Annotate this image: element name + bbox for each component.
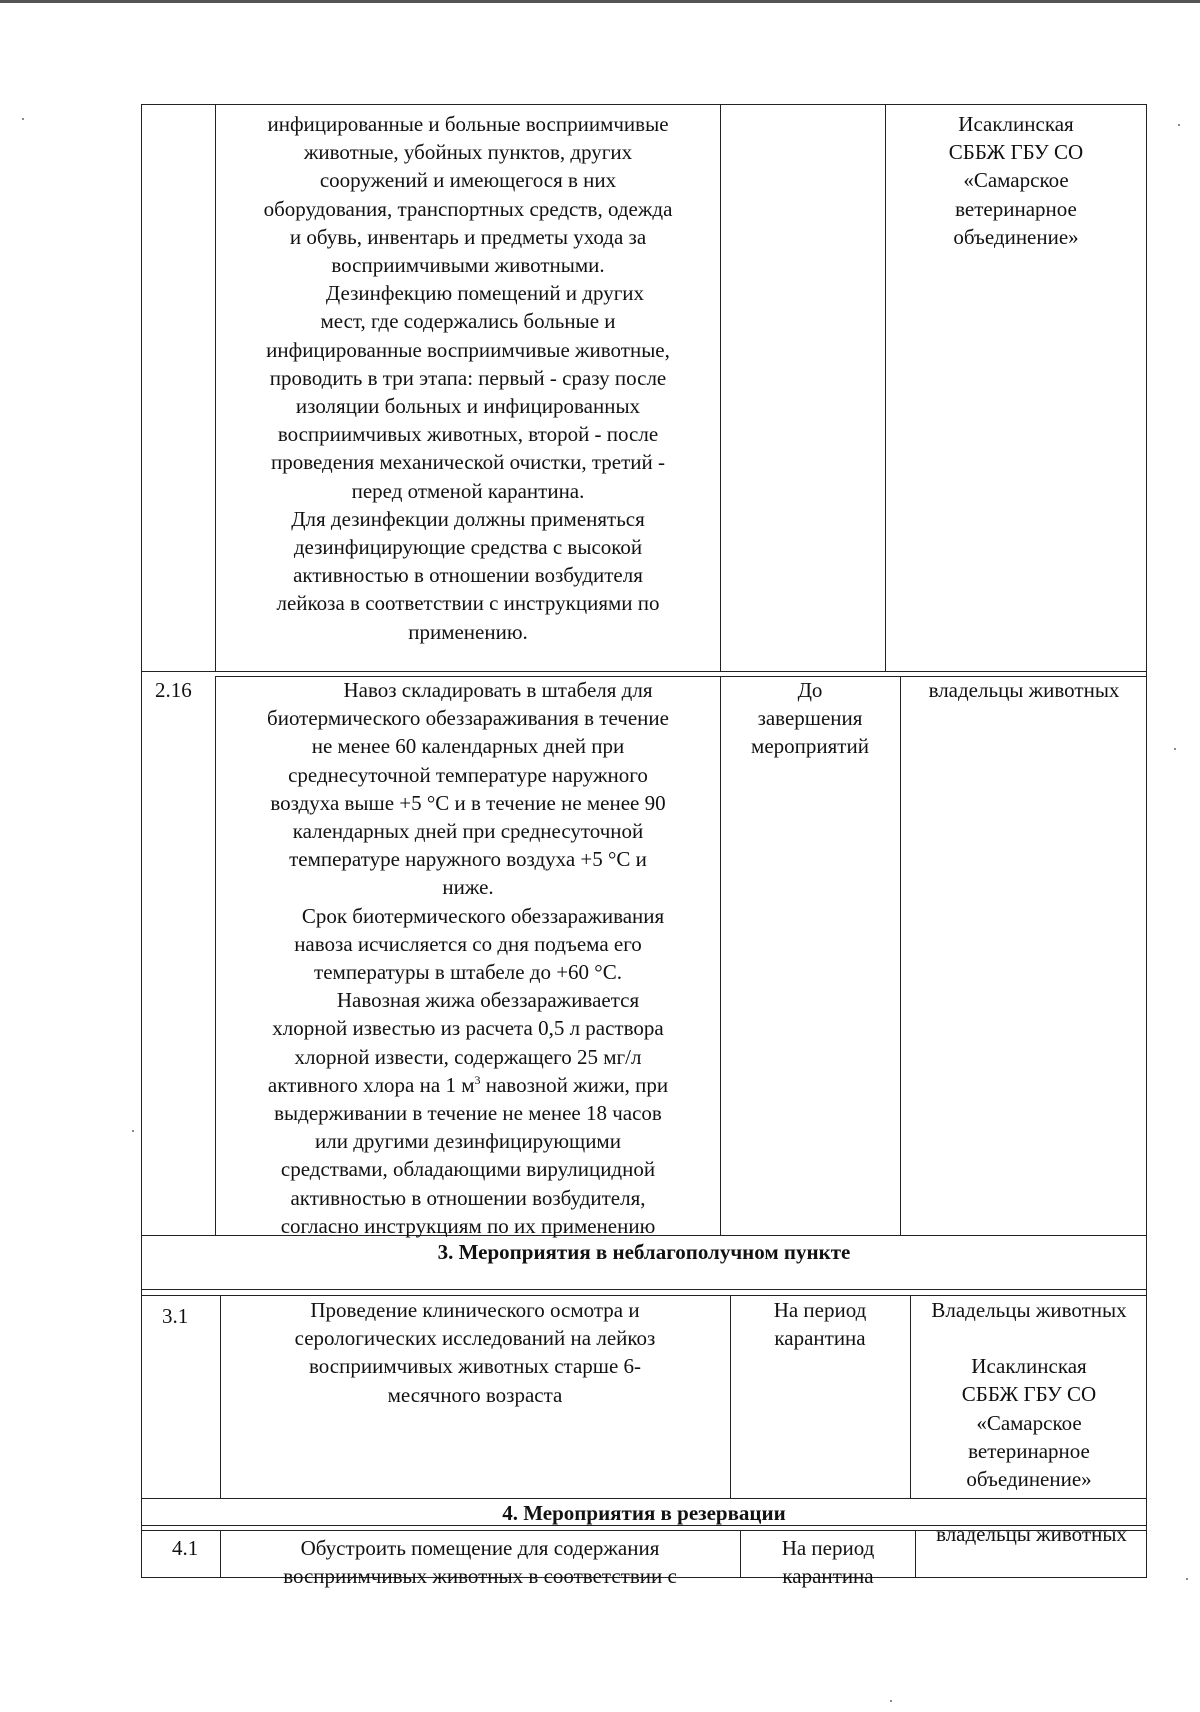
scan-speck	[1178, 124, 1180, 126]
line: не менее 60 календарных дней при	[311, 734, 625, 759]
measure-text-3-1	[222, 1296, 728, 1409]
line: завершения	[757, 706, 863, 731]
scan-speck	[1186, 1578, 1188, 1580]
line: активностью в отношении возбудителя	[293, 563, 643, 588]
line: серологических исследований на лейкоз	[294, 1326, 656, 1351]
line: Навозная жижа обеззараживается	[336, 988, 640, 1013]
line: перед отменой карантина.	[351, 478, 585, 503]
line: календарных дней при среднесуточной	[292, 819, 644, 844]
line: выдерживании в течение не менее 18 часов	[274, 1101, 662, 1126]
term-2-16	[722, 676, 898, 761]
row-number-2-16: 2.16	[155, 678, 192, 702]
line-part: навозной жижи, при	[480, 1072, 669, 1097]
section-3-heading: 3. Мероприятия в неблагополучном пункте	[437, 1240, 851, 1264]
scan-speck	[890, 1700, 892, 1702]
line: «Самарское	[976, 1410, 1082, 1435]
line: объединение»	[953, 224, 1079, 249]
line: температуры в штабеле до +60 °С.	[314, 960, 622, 985]
line: мест, где содержались больные и	[320, 309, 616, 334]
line: ветеринарное	[968, 1438, 1090, 1463]
line-with-superscript	[218, 1071, 718, 1099]
line: биотермического обеззараживания в течение	[267, 706, 669, 731]
term-3-1	[732, 1296, 908, 1352]
line: Исаклинская	[958, 112, 1074, 136]
line: или другими дезинфицирующими	[315, 1129, 621, 1154]
measure-text-2-16	[218, 676, 718, 1240]
line: лейкоза в соответствии с инструкциями по	[276, 591, 660, 616]
superscript: 3	[474, 1072, 481, 1087]
line: изоляции больных и инфицированных	[295, 394, 641, 419]
line: среднесуточной температуре наружного	[288, 762, 648, 787]
section-4-heading: 4. Мероприятия в резервации	[502, 1501, 786, 1525]
line: сооружений и имеющегося в них	[319, 168, 617, 193]
line: ниже.	[442, 875, 494, 900]
line: активностью в отношении возбудителя,	[290, 1185, 646, 1210]
line: мероприятий	[751, 734, 869, 759]
line: и обувь, инвентарь и предметы ухода за	[289, 224, 647, 249]
line: Владельцы животных	[931, 1298, 1127, 1322]
line: На период	[781, 1536, 875, 1560]
scan-speck	[132, 1130, 134, 1132]
line: проведения механической очистки, третий -	[270, 450, 666, 475]
line: навоза исчисляется со дня подъема его	[294, 931, 642, 956]
line: температуре наружного воздуха +5 °С и	[289, 847, 647, 872]
line: Срок биотермического обеззараживания	[301, 903, 665, 928]
line: животные, убойных пунктов, других	[303, 140, 633, 165]
line: На период	[773, 1298, 867, 1322]
line: Исаклинская	[971, 1354, 1087, 1379]
responsible-3-1	[912, 1296, 1146, 1493]
measure-text-cont	[218, 110, 718, 646]
line: «Самарское	[963, 168, 1069, 193]
line: Обустроить помещение для содержания	[300, 1536, 660, 1560]
scan-speck	[22, 118, 24, 120]
line: инфицированные и больные восприимчивые	[267, 112, 669, 136]
line: СББЖ ГБУ СО	[961, 1382, 1097, 1407]
line: проводить в три этапа: первый - сразу после	[269, 365, 667, 390]
line: Навоз складировать в штабеля для	[343, 678, 653, 702]
line-part: активного хлора на 1 м	[267, 1072, 475, 1097]
line: применению.	[408, 619, 528, 644]
term-4-1	[742, 1534, 914, 1590]
line: восприимчивых животных старше 6-	[308, 1354, 642, 1379]
row-number-3-1: 3.1	[162, 1304, 189, 1328]
line: месячного возраста	[387, 1382, 563, 1407]
line: До	[797, 678, 823, 702]
scan-edge	[0, 0, 1200, 3]
line: восприимчивыми животными.	[331, 253, 605, 278]
line: дезинфицирующие средства с высокой	[293, 535, 643, 560]
line: восприимчивых животных, второй - после	[277, 422, 659, 447]
responsible-cont	[888, 110, 1144, 251]
scan-speck	[1174, 748, 1176, 750]
responsible-4-1: владельцы животных	[936, 1522, 1127, 1546]
line: Для дезинфекции должны применяться	[291, 506, 645, 531]
line: средствами, обладающими вирулицидной	[280, 1157, 656, 1182]
row-number-4-1: 4.1	[172, 1536, 199, 1560]
line: СББЖ ГБУ СО	[948, 140, 1084, 165]
line: карантина	[774, 1326, 866, 1351]
measure-text-4-1	[222, 1520, 738, 1590]
line: хлорной известью из расчета 0,5 л раствора	[272, 1016, 664, 1041]
line: ветеринарное	[955, 196, 1077, 221]
line: Проведение клинического осмотра и	[310, 1298, 640, 1322]
line: инфицированные восприимчивые животные,	[266, 337, 670, 362]
line: воздуха выше +5 °С и в течение не менее 90	[270, 790, 666, 815]
spacer	[912, 1324, 1146, 1352]
line: объединение»	[966, 1467, 1092, 1492]
line: оборудования, транспортных средств, одежда	[263, 196, 673, 221]
line: восприимчивых животных в соответствии с	[283, 1564, 677, 1589]
line: согласно инструкциям по их применению	[280, 1213, 656, 1238]
responsible-2-16: владельцы животных	[928, 678, 1120, 702]
line: карантина	[782, 1564, 874, 1589]
line: хлорной извести, содержащего 25 мг/л	[294, 1044, 642, 1069]
line: Дезинфекцию помещений и других	[325, 281, 645, 306]
